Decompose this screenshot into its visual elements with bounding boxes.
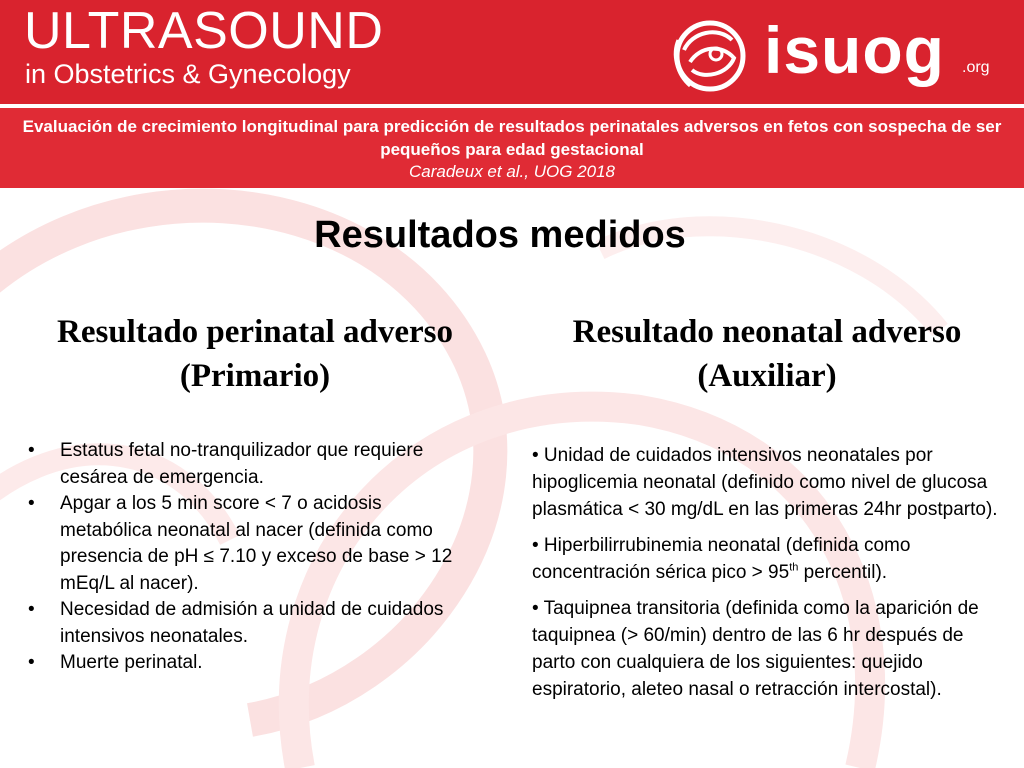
secondary-outcomes-list <box>532 442 1002 712</box>
isuog-emblem-icon <box>670 10 758 98</box>
logo-suffix: .org <box>962 59 990 76</box>
study-title: Evaluación de crecimiento longitudinal para predicción de resultados perinatales adversos en fetos con sospecha de ser pequeños para edad gestacional <box>22 117 1002 159</box>
superscript: th <box>789 561 799 574</box>
left-column-heading <box>10 310 500 398</box>
list-item: • Taquipnea transitoria (definida como la aparición de taquipnea (> 60/min) dentro de las 6 hr después de parto con cualquiera de los siguientes: quejido espiratorio, aleteo nasal o retracción intercostal). <box>532 598 979 700</box>
study-citation: Caradeux et al., UOG 2018 <box>408 162 615 181</box>
list-item: • Unidad de cuidados intensivos neonatales por hipoglicemia neonatal (definido como nivel de glucosa plasmática < 30 mg/dL en las primeras 24hr postparto). <box>532 445 998 520</box>
journal-header <box>0 0 1024 104</box>
right-column-heading <box>520 310 1014 398</box>
left-heading-line2: (Primario) <box>179 358 331 394</box>
slide-title: Resultados medidos <box>314 214 686 256</box>
study-banner <box>0 108 1024 188</box>
left-heading-line1: Resultado perinatal adverso <box>57 314 453 350</box>
primary-outcomes-list <box>28 438 468 677</box>
right-heading-line1: Resultado neonatal adverso <box>572 314 962 350</box>
journal-title: ULTRASOUND <box>24 2 384 60</box>
list-item: • Estatus fetal no-tranquilizador que requiere cesárea de emergencia. <box>28 438 468 491</box>
logo-wordmark: isuog <box>764 13 945 87</box>
list-item-text: • Hiperbilirrubinemia neonatal (definida como concentración sérica pico > 95 <box>532 535 911 583</box>
list-item-text-end: percentil). <box>798 562 888 583</box>
journal-subtitle: in Obstetrics & Gynecology <box>25 59 351 89</box>
list-item: • Apgar a los 5 min score < 7 o acidosis metabólica neonatal al nacer (definida como presencia de pH ≤ 7.10 y exceso de base > 12 mEq/L al nacer). <box>28 491 468 597</box>
list-item <box>532 532 1002 586</box>
list-item: • Muerte perinatal. <box>28 650 468 677</box>
isuog-logo <box>670 10 1000 98</box>
list-item: • Necesidad de admisión a unidad de cuidados intensivos neonatales. <box>28 597 468 650</box>
right-heading-line2: (Auxiliar) <box>697 358 837 394</box>
